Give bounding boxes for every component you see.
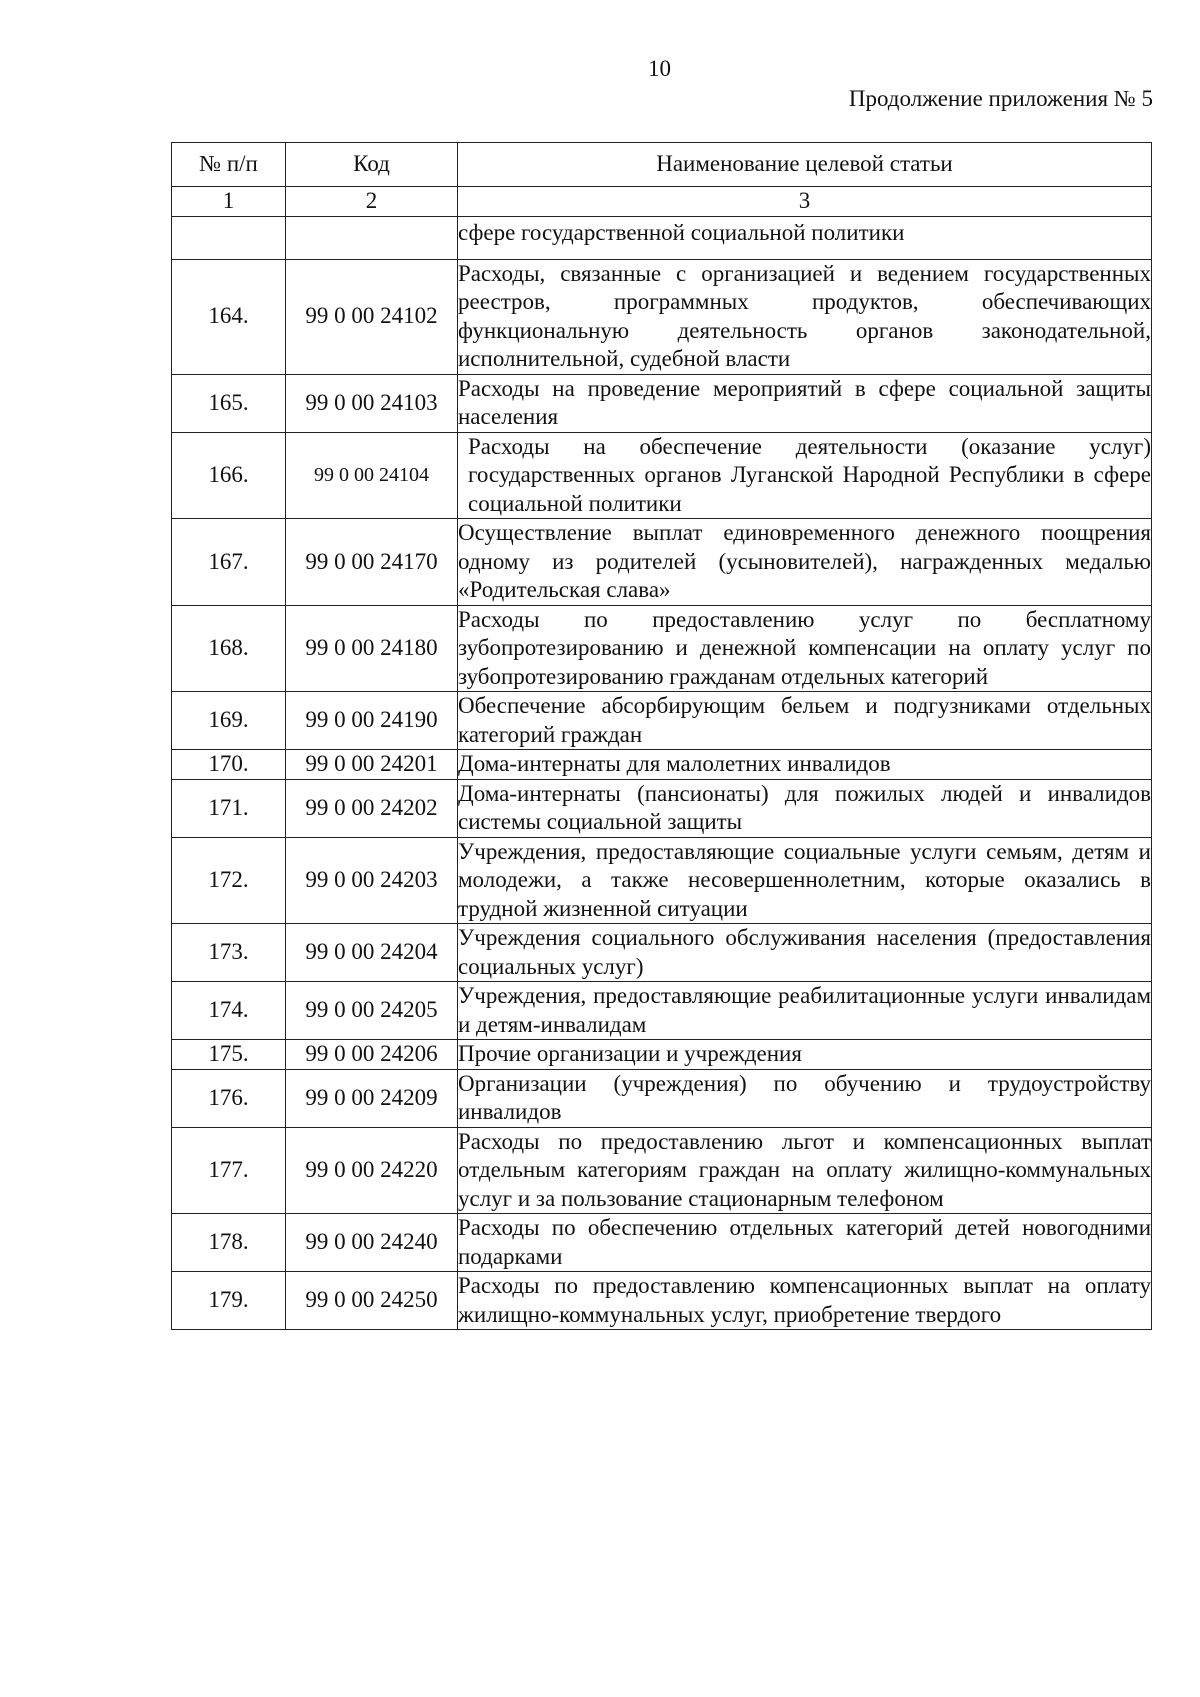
table-row — [172, 374, 1152, 432]
row-code: 99 0 00 24206 — [286, 1040, 458, 1070]
row-name: Расходы на обеспечение деятельности (оказание услуг) государственных органов Луганской Народной Республики в сфере социальной политики — [458, 432, 1152, 519]
table-row — [172, 750, 1152, 780]
row-name: Расходы по предоставлению услуг по бесплатному зубопротезированию и денежной компенсации на оплату услуг по зубопротезированию гражданам отдельных категорий — [458, 605, 1152, 692]
page-number: 10 — [648, 56, 671, 81]
budget-items-table — [171, 142, 1152, 1330]
table-row — [172, 1069, 1152, 1127]
row-number: 173. — [172, 924, 286, 982]
table-row — [172, 259, 1152, 374]
column-index-2: 2 — [286, 187, 458, 217]
row-name: Осуществление выплат единовременного денежного поощрения одному из родителей (усыновителей), награжденных медалью «Родительская слава» — [458, 519, 1152, 606]
row-name: Организации (учреждения) по обучению и трудоустройству инвалидов — [458, 1069, 1152, 1127]
row-number: 176. — [172, 1069, 286, 1127]
row-code: 99 0 00 24202 — [286, 779, 458, 837]
row-number: 164. — [172, 259, 286, 374]
row-name: Расходы по обеспечению отдельных категорий детей новогодними подарками — [458, 1214, 1152, 1272]
row-code: 99 0 00 24180 — [286, 605, 458, 692]
table-row — [172, 1127, 1152, 1214]
row-name: Прочие организации и учреждения — [458, 1040, 1152, 1070]
table-row — [172, 779, 1152, 837]
row-code: 99 0 00 24220 — [286, 1127, 458, 1214]
row-name: Обеспечение абсорбирующим бельем и подгузниками отдельных категорий граждан — [458, 692, 1152, 750]
continuation-text: сфере государственной социальной политики — [458, 216, 1152, 259]
row-number: 166. — [172, 432, 286, 519]
row-number: 167. — [172, 519, 286, 606]
table-row — [172, 982, 1152, 1040]
row-number: 165. — [172, 374, 286, 432]
row-number: 169. — [172, 692, 286, 750]
row-code: 99 0 00 24204 — [286, 924, 458, 982]
row-code: 99 0 00 24203 — [286, 837, 458, 924]
row-number: 177. — [172, 1127, 286, 1214]
row-number: 171. — [172, 779, 286, 837]
appendix-label: Продолжение приложения № 5 — [848, 86, 1153, 111]
column-index-row — [172, 187, 1152, 217]
table-row — [172, 519, 1152, 606]
header-name: Наименование целевой статьи — [458, 143, 1152, 187]
row-name: Учреждения социального обслуживания населения (предоставления социальных услуг) — [458, 924, 1152, 982]
row-name: Дома-интернаты для малолетних инвалидов — [458, 750, 1152, 780]
column-index-3: 3 — [458, 187, 1152, 217]
row-number: 168. — [172, 605, 286, 692]
row-code: 99 0 00 24201 — [286, 750, 458, 780]
row-name: Расходы на проведение мероприятий в сфере социальной защиты населения — [458, 374, 1152, 432]
row-code: 99 0 00 24240 — [286, 1214, 458, 1272]
row-code: 99 0 00 24170 — [286, 519, 458, 606]
row-code: 99 0 00 24102 — [286, 259, 458, 374]
table-row — [172, 692, 1152, 750]
continuation-row — [172, 216, 1152, 259]
row-number: 178. — [172, 1214, 286, 1272]
row-code: 99 0 00 24250 — [286, 1272, 458, 1330]
row-code: 99 0 00 24209 — [286, 1069, 458, 1127]
table-row — [172, 432, 1152, 519]
table-row — [172, 837, 1152, 924]
continuation-code-cell — [286, 216, 458, 259]
row-name: Учреждения, предоставляющие реабилитационные услуги инвалидам и детям-инвалидам — [458, 982, 1152, 1040]
table-row — [172, 924, 1152, 982]
row-number: 174. — [172, 982, 286, 1040]
table-row — [172, 1214, 1152, 1272]
row-number: 170. — [172, 750, 286, 780]
row-name: Учреждения, предоставляющие социальные услуги семьям, детям и молодежи, а также несовершеннолетним, которые оказались в трудной жизненной ситуации — [458, 837, 1152, 924]
row-number: 172. — [172, 837, 286, 924]
row-code: 99 0 00 24205 — [286, 982, 458, 1040]
row-code: 99 0 00 24190 — [286, 692, 458, 750]
row-number: 179. — [172, 1272, 286, 1330]
row-number: 175. — [172, 1040, 286, 1070]
row-code: 99 0 00 24103 — [286, 374, 458, 432]
row-name: Расходы, связанные с организацией и ведением государственных реестров, программных продуктов, обеспечивающих функциональную деятельность органов законодательной, исполнительной, судебной власти — [458, 259, 1152, 374]
continuation-num-cell — [172, 216, 286, 259]
table-row — [172, 1272, 1152, 1330]
row-name: Расходы по предоставлению льгот и компенсационных выплат отдельным категориям граждан на оплату жилищно-коммунальных услуг и за пользование стационарным телефоном — [458, 1127, 1152, 1214]
row-code: 99 0 00 24104 — [286, 432, 458, 519]
row-name: Расходы по предоставлению компенсационных выплат на оплату жилищно-коммунальных услуг, приобретение твердого — [458, 1272, 1152, 1330]
row-name: Дома-интернаты (пансионаты) для пожилых людей и инвалидов системы социальной защиты — [458, 779, 1152, 837]
column-index-1: 1 — [172, 187, 286, 217]
table-header-row — [172, 143, 1152, 187]
table-row — [172, 605, 1152, 692]
header-code: Код — [286, 143, 458, 187]
header-number: № п/п — [172, 143, 286, 187]
table-row — [172, 1040, 1152, 1070]
